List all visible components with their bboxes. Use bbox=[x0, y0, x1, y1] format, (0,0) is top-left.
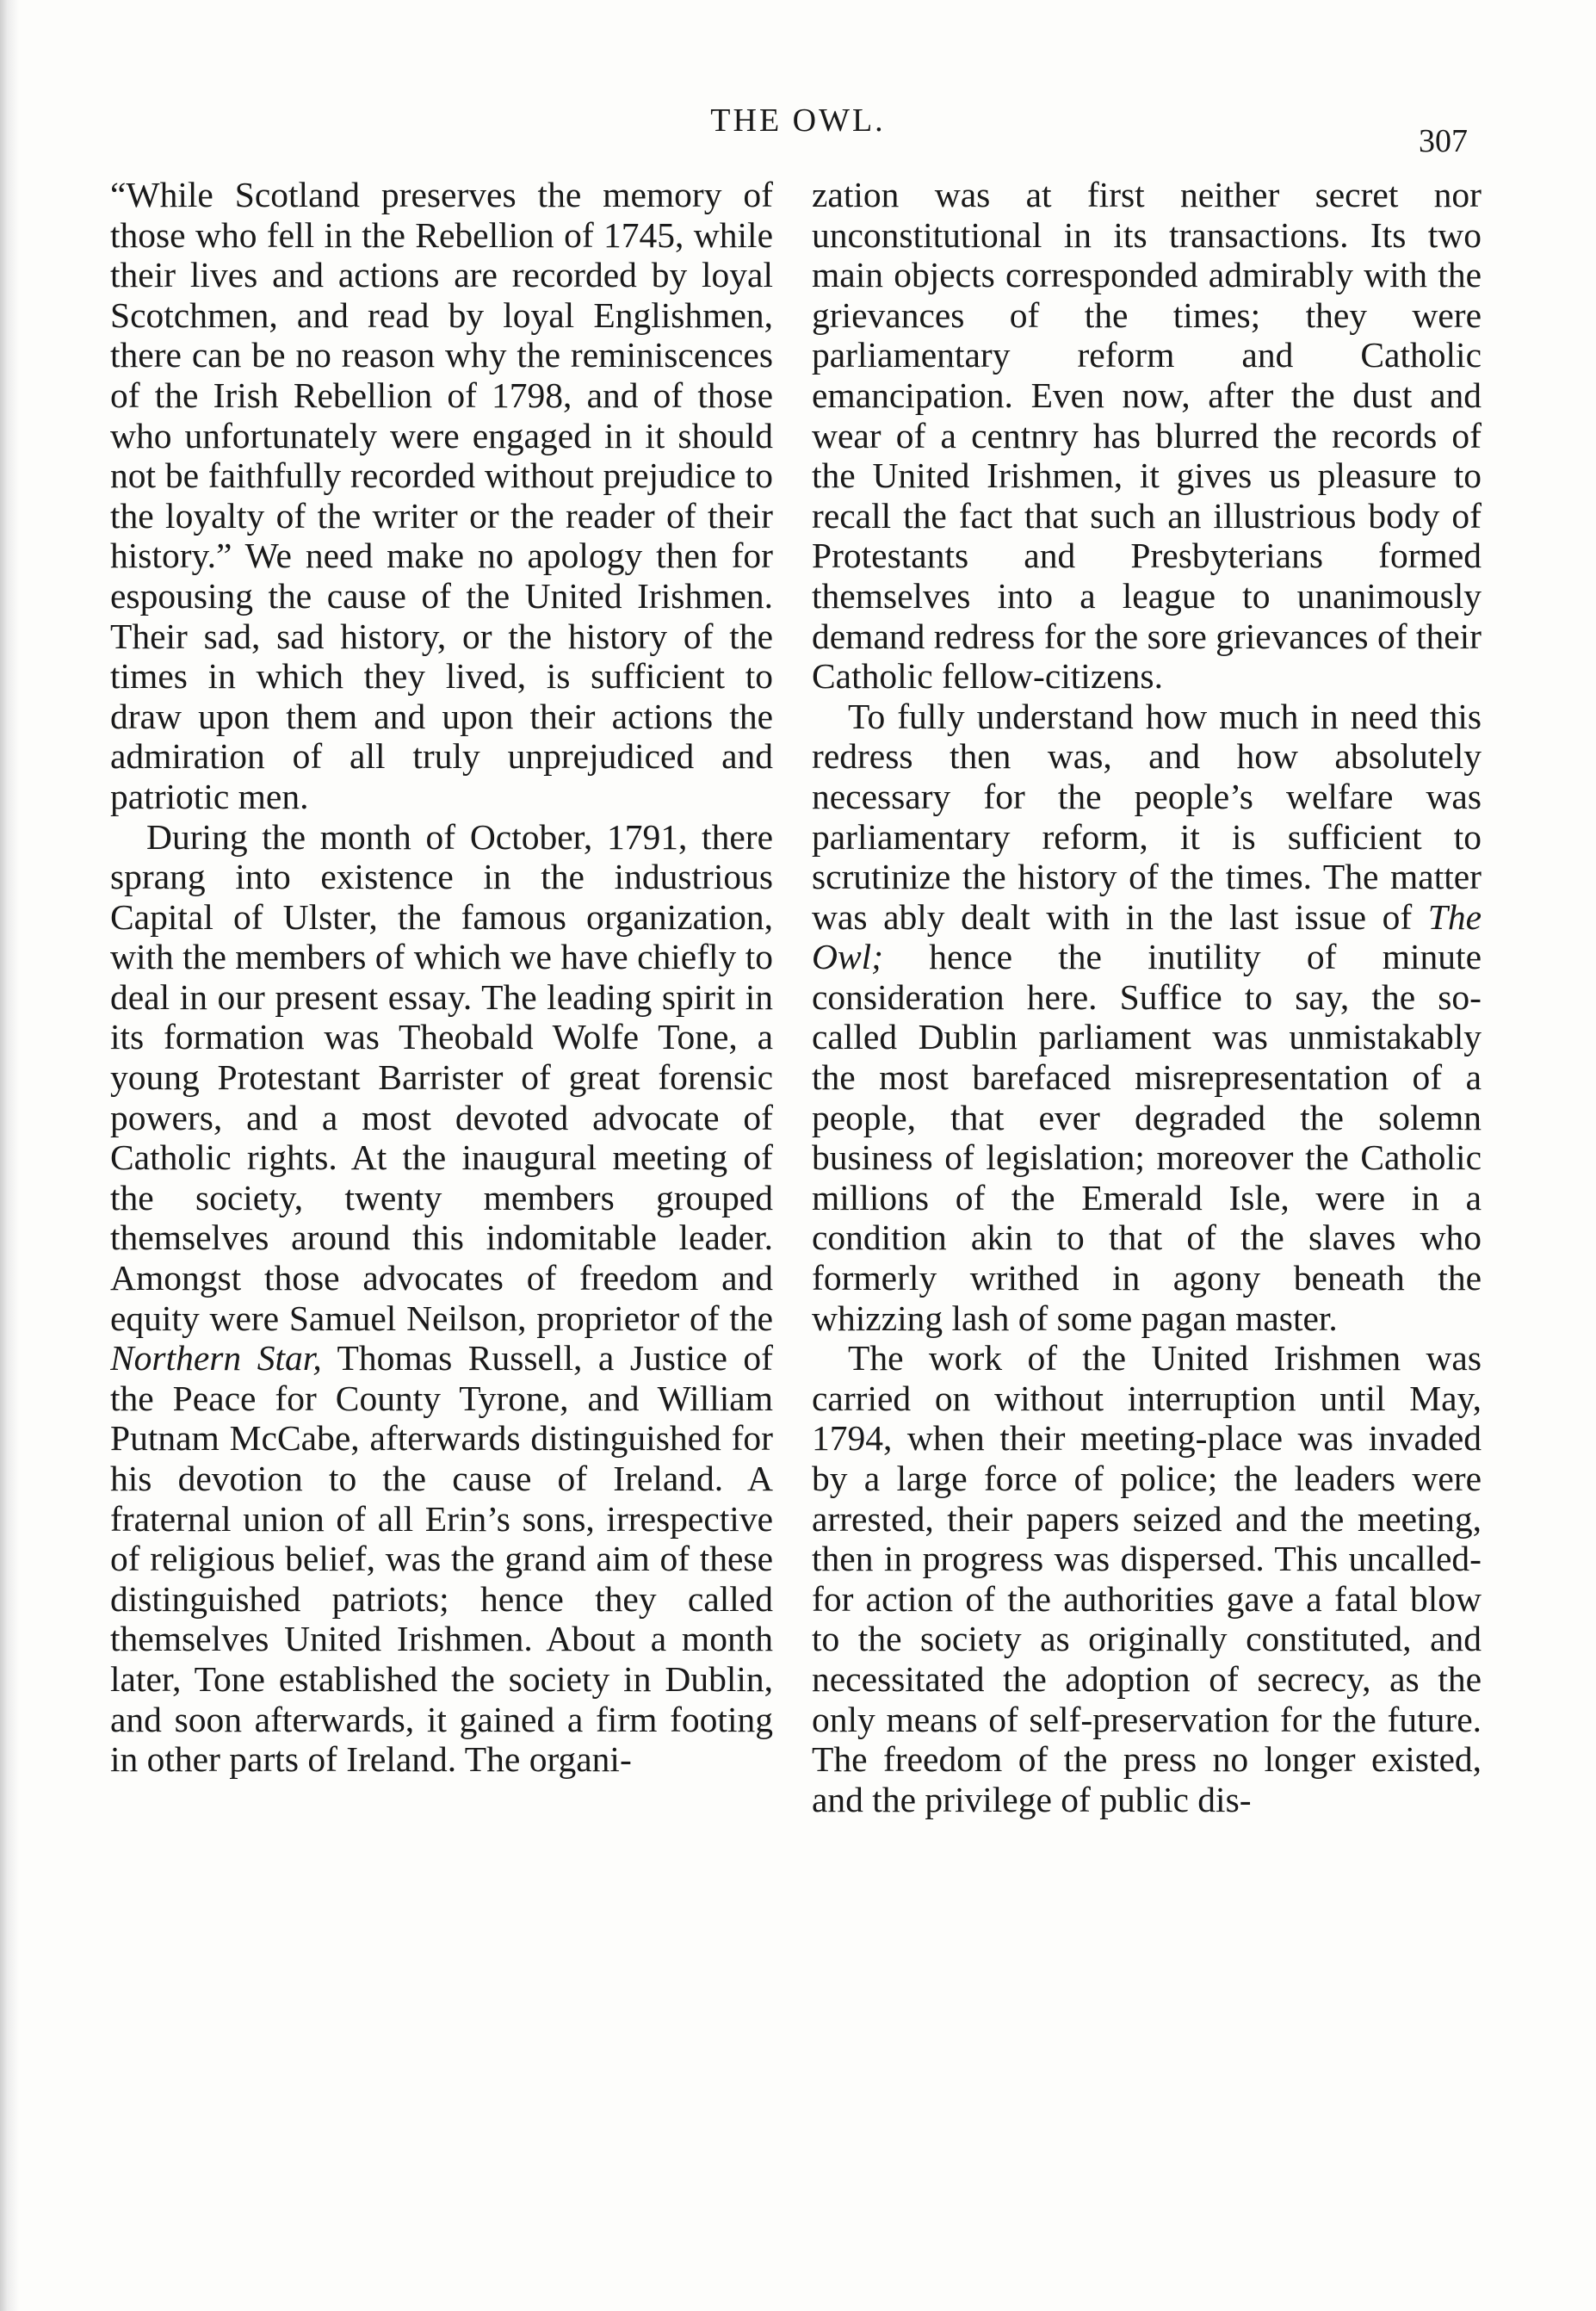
running-title: THE OWL. bbox=[710, 102, 886, 139]
left-paragraph-2-text-a: During the month of October, 1791, there sprang into existence in the industrious Capital of Ulster, the famous organization, with the members of which we have chiefly to deal in our present essay. The leading spirit in its formation was Theobald Wolfe Tone, a young Protestant Barrister of great forensic powers, and a most devoted advocate of Catholic rights. At the inaugural meeting of the society, twenty members grouped themselves around this indomitable leader. Amongst those advocates of freedom and equity were Samuel Neilson, proprietor of the bbox=[110, 816, 773, 1338]
journal-title: The Owl; bbox=[812, 896, 1482, 977]
left-paragraph-1: “While Scotland preserves the memory of those who fell in the Rebellion of 1745, while their lives and actions are recorded by loyal Scotchmen, and read by loyal Englishmen, there can be no reason why the reminiscences of the Irish Rebellion of 1798, and of those who unfortunately were engaged in it should not be faithfully recorded without prejudice to the loyalty of the writer or the reader of their history.” We need make no apology then for espousing the cause of the United Irishmen. Their sad, sad history, or the history of the times in which they lived, is sufficient to draw upon them and upon their actions the admiration of all truly unprejudiced and patriotic men. bbox=[110, 175, 773, 816]
right-paragraph-2 bbox=[812, 697, 1482, 1339]
left-column bbox=[110, 175, 773, 2267]
page-number: 307 bbox=[1419, 123, 1468, 159]
right-paragraph-2-text-a: To fully understand how much in need this redress then was, and how absolutely necessary for the people’s welfare was parliamentary reform, it is sufficient to scrutinize the history of the times. The matter was ably dealt with in the last issue of bbox=[812, 696, 1482, 937]
page-binding-edge bbox=[0, 0, 19, 2311]
right-paragraph-2-text-b: hence the inutility of minute consideration here. Suffice to say, the so-called Dublin parliament was unmistakably the most barefaced misrepresentation of a people, that ever degraded the solemn business of legislation; moreover the Catholic millions of the Emerald Isle, were in a condition akin to that of the slaves who formerly writhed in agony beneath the whizzing lash of some pagan master. bbox=[812, 937, 1482, 1338]
left-paragraph-2-text-b: Thomas Russell, a Justice of the Peace for County Tyrone, and William Putnam McCabe, afterwards distinguished for his devotion to the cause of Ireland. A fraternal union of all Erin’s sons, irrespective of religious belief, was the grand aim of these distinguished patriots; hence they called themselves United Irishmen. About a month later, Tone established the society in Dublin, and soon afterwards, it gained a firm footing in other parts of Ireland. The organi- bbox=[110, 1338, 773, 1780]
right-column bbox=[812, 175, 1482, 2267]
left-paragraph-2 bbox=[110, 817, 773, 1780]
right-paragraph-1: zation was at first neither secret nor unconstitutional in its transactions. Its two main objects corresponded admirably with the grievances of the times; they were parliamentary reform and Catholic emancipation. Even now, after the dust and wear of a centnry has blurred the records of the United Irishmen, it gives us pleasure to recall the fact that such an illustrious body of Protestants and Presbyterians formed themselves into a league to unanimously demand redress for the sore grievances of their Catholic fellow-citizens. bbox=[812, 175, 1482, 697]
right-paragraph-3: The work of the United Irishmen was carried on without interruption until May, 1794, when their meeting-place was invaded by a large force of police; the leaders were arrested, their papers seized and the meeting, then in progress was dispersed. This uncalled-for action of the authorities gave a fatal blow to the society as originally constituted, and necessitated the adoption of secrecy, as the only means of self-preservation for the future. The freedom of the press no longer existed, and the privilege of public dis- bbox=[812, 1338, 1482, 1819]
newspaper-title: Northern Star, bbox=[110, 1338, 322, 1379]
